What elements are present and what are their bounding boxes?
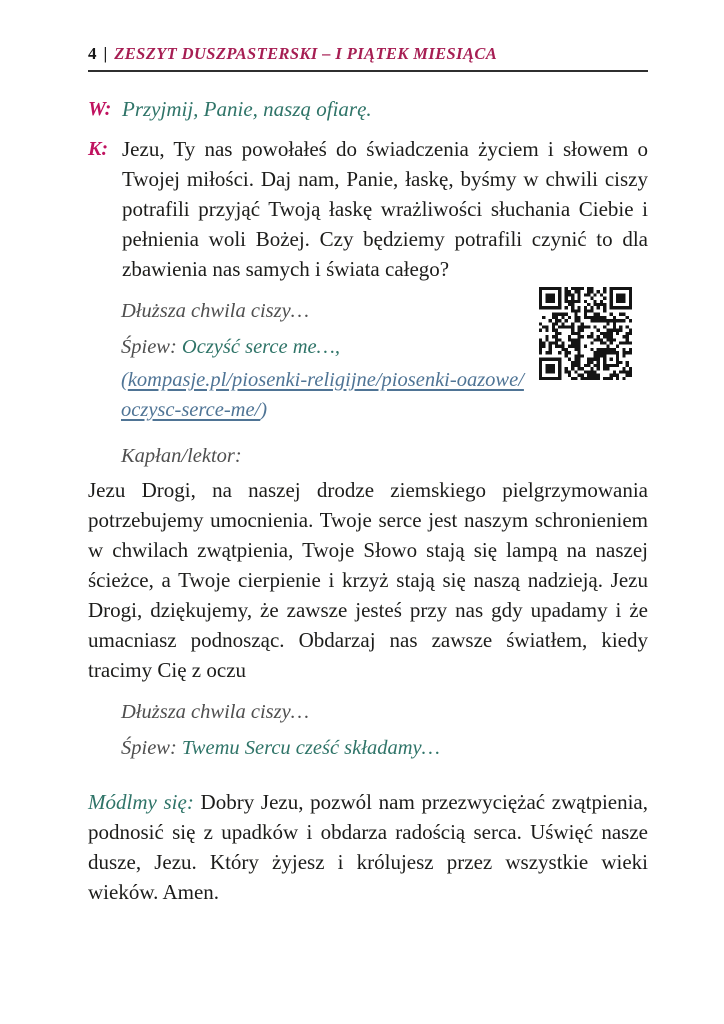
silence-note-2: Dłuższa chwila ciszy… bbox=[121, 701, 309, 723]
priest-label: Kapłan/lektor: bbox=[121, 445, 242, 467]
prayer-label: Módlmy się: bbox=[88, 790, 201, 814]
speaker-text-w: Przyjmij, Panie, naszą ofiarę. bbox=[122, 97, 372, 121]
song-title-2: Twemu Sercu cześć składamy… bbox=[181, 737, 440, 759]
header-separator: | bbox=[103, 44, 108, 63]
silence-note-1: Dłuższa chwila ciszy… bbox=[121, 300, 309, 322]
song-label-2: Śpiew: bbox=[121, 737, 182, 759]
priest-paragraph: Jezu Drogi, na naszej drodze ziemskiego pielgrzymowania potrzebujemy umocnienia. Twoje serce jest naszym schronieniem w chwilach zwątpienia, Twoje Słowo stają się lampą na naszej ścieżce, a Twoje cierpienie i krzyż stają się naszą nadzieją. Jezu Drogi, dziękujemy, że zawsze jesteś przy nas gdy upadamy i że umacniasz podnosząc. Obdarzaj nas zawsze światłem, kiedy tracimy Cię z oczu bbox=[88, 478, 648, 682]
song-label-1: Śpiew: bbox=[121, 336, 182, 358]
page-number: 4 bbox=[88, 44, 97, 63]
qr-code bbox=[539, 287, 632, 380]
link-close-paren: ) bbox=[260, 399, 268, 421]
song-title-1: Oczyść serce me…, bbox=[181, 336, 340, 358]
speaker-label-w: W: bbox=[88, 98, 112, 120]
page-content bbox=[88, 44, 648, 907]
song-link-block bbox=[121, 365, 531, 425]
song-link[interactable]: kompasje.pl/piosenki-religijne/piosenki-oazowe/oczysc-serce-me/ bbox=[121, 369, 524, 421]
dialogue-row-w bbox=[88, 94, 648, 124]
song-line-2 bbox=[121, 734, 648, 763]
speaker-text-k: Jezu, Ty nas powołałeś do świadczenia życiem i słowem o Twojej miłości. Daj nam, Panie, łaskę, byśmy w chwili ciszy potrafili przyjąć Twoją łaskę wrażliwości słuchania Ciebie i pełnienia woli Bożej. Czy będziemy potrafili czynić to dla zbawienia nas samych i świata całego? bbox=[122, 137, 648, 281]
speaker-label-k: K: bbox=[88, 138, 108, 160]
dialogue-section bbox=[88, 94, 648, 284]
dialogue-row-k bbox=[88, 134, 648, 284]
link-open-paren: ( bbox=[121, 369, 128, 391]
page-header bbox=[88, 44, 648, 72]
header-title: ZESZYT DUSZPASTERSKI – I PIĄTEK MIESIĄCA bbox=[114, 44, 498, 63]
prayer-paragraph bbox=[88, 787, 648, 907]
prayer-text: Dobry Jezu, pozwól nam przezwyciężać zwątpienia, podnosić się z upadków i obdarza radością serca. Uświęć nasze dusze, Jezu. Który żyjesz i królujesz przez wszystkie wieki wieków. Amen. bbox=[88, 790, 649, 904]
